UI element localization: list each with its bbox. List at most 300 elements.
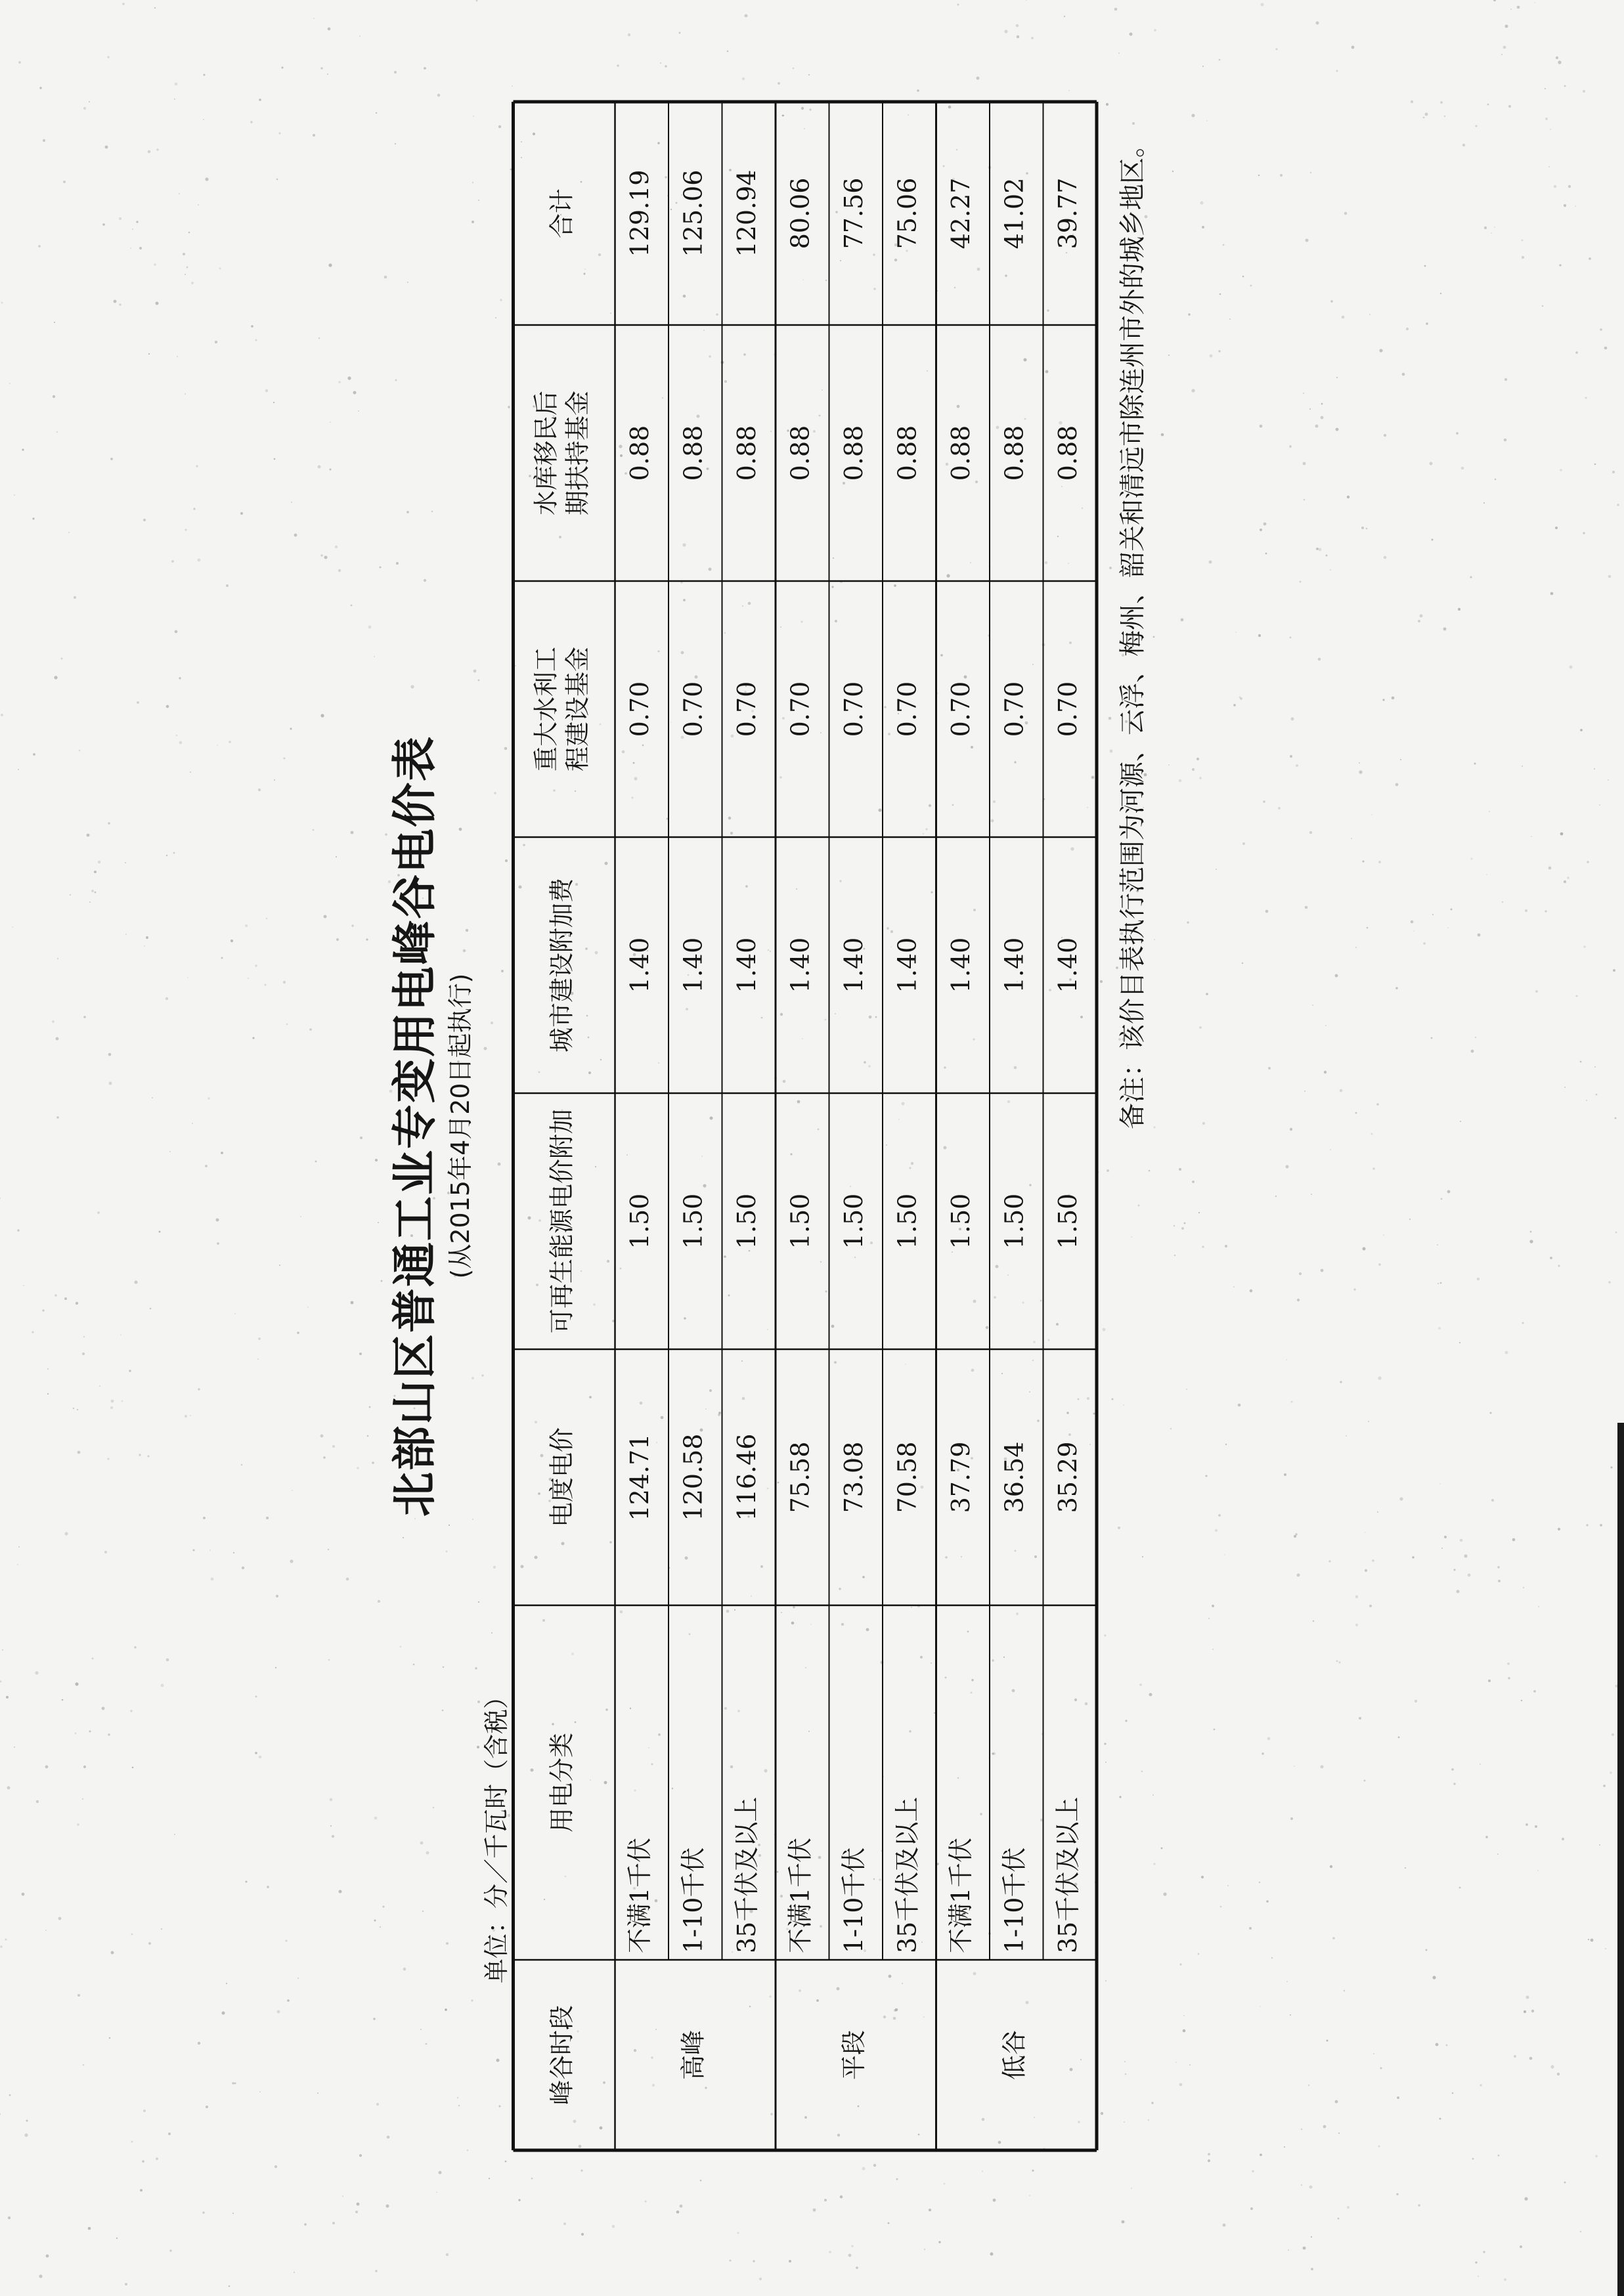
scan-speck (1179, 1168, 1181, 1171)
remark-note: 备注：该价目表执行范围为河源、云浮、梅州、韶关和清远市除连州市外的城乡地区。 (1118, 131, 1148, 1129)
scan-speck (190, 1415, 191, 1416)
scan-speck (1, 714, 3, 716)
scan-speck (1599, 1844, 1600, 1846)
scan-speck (1474, 763, 1476, 765)
scan-speck (1303, 393, 1304, 394)
scan-speck (1366, 528, 1368, 530)
scan-speck (2, 1649, 3, 1651)
scan-speck (17, 1564, 18, 1565)
scan-speck (105, 146, 108, 149)
scan-speck (1425, 113, 1428, 116)
scan-speck (1596, 1094, 1598, 1096)
scan-speck (179, 193, 180, 194)
scan-speck (1369, 314, 1371, 315)
scan-speck (1460, 1539, 1463, 1542)
scan-speck (1483, 502, 1485, 504)
scan-speck (9, 2094, 11, 2096)
scan-speck (1575, 351, 1577, 353)
scan-speck (1179, 1963, 1181, 1965)
scan-speck (700, 2180, 702, 2182)
scan-speck (1306, 239, 1309, 242)
scan-speck (1545, 910, 1547, 912)
scan-speck (1280, 174, 1283, 177)
scan-speck (1365, 1569, 1367, 1572)
scan-speck (1355, 1595, 1359, 1599)
scan-speck (1599, 804, 1600, 806)
scan-speck (1471, 858, 1473, 860)
scan-speck (1586, 1100, 1587, 1101)
price-cell: 75.58 (785, 1441, 815, 1513)
scan-speck (83, 107, 86, 110)
scan-speck (1501, 54, 1503, 55)
scan-speck (1560, 833, 1563, 835)
scan-speck (1196, 758, 1199, 760)
scan-speck (148, 150, 151, 154)
scan-speck (888, 2222, 890, 2224)
scan-speck (1297, 1574, 1300, 1577)
price-cell: 80.06 (785, 177, 815, 249)
scan-speck (563, 2222, 566, 2225)
price-cell: 0.70 (625, 681, 654, 737)
scan-speck (1192, 768, 1195, 771)
scan-speck (1488, 1679, 1491, 1682)
scan-speck (1426, 1949, 1428, 1951)
scan-speck (1451, 909, 1453, 911)
scan-speck (257, 1358, 259, 1360)
scan-speck (1351, 838, 1352, 839)
scan-speck (1321, 1269, 1324, 1272)
usage-category-cell: 1-10千伏 (839, 1847, 868, 1953)
scan-speck (290, 727, 292, 729)
scan-speck (1330, 569, 1331, 571)
scan-speck (1430, 462, 1433, 466)
scan-speck (76, 1302, 78, 1305)
scan-speck (1330, 300, 1332, 302)
scan-speck (1471, 1050, 1474, 1053)
price-cell: 125.06 (678, 169, 708, 257)
scan-speck (140, 2189, 143, 2192)
scan-speck (1604, 347, 1608, 350)
scan-speck (179, 677, 181, 679)
scan-speck (108, 1733, 110, 1735)
scan-speck (1550, 592, 1554, 596)
scan-speck (169, 2249, 172, 2252)
scan-speck (628, 33, 630, 36)
scan-speck (1344, 1990, 1346, 1992)
scan-speck (1297, 1299, 1300, 1301)
scan-speck (355, 2211, 358, 2213)
scan-speck (217, 745, 218, 746)
scan-speck (1284, 1473, 1286, 1476)
scan-speck (168, 2133, 171, 2135)
scan-speck (1218, 1514, 1221, 1517)
scan-speck (77, 1451, 81, 1454)
scan-speck (82, 1798, 83, 1800)
scan-speck (1462, 144, 1465, 146)
price-cell: 0.70 (839, 681, 868, 737)
scan-speck (1468, 1574, 1471, 1577)
scan-speck (1447, 1190, 1451, 1194)
scan-speck (1259, 1882, 1260, 1883)
scan-speck (1439, 2118, 1441, 2120)
scan-speck (8, 2217, 11, 2219)
scan-speck (1505, 1351, 1508, 1354)
scan-speck (36, 1800, 39, 1803)
scan-speck (286, 1024, 288, 1025)
scan-speck (1409, 1219, 1411, 1220)
scan-speck (1580, 2231, 1581, 2232)
scan-speck (1206, 120, 1208, 121)
scan-speck (1412, 1556, 1414, 1558)
scan-speck (1202, 226, 1204, 228)
scan-speck (173, 852, 175, 854)
scan-speck (259, 98, 261, 101)
scan-speck (52, 1020, 54, 1022)
scan-speck (1585, 397, 1587, 399)
scan-speck (226, 1983, 227, 1984)
table-frame (514, 102, 1097, 2150)
scan-speck (137, 701, 139, 704)
scan-speck (234, 2083, 236, 2085)
scan-speck (1271, 1957, 1273, 1959)
scan-speck (64, 1297, 67, 1300)
column-header-line: 重大水利工 (531, 646, 561, 772)
scan-speck (1384, 434, 1386, 437)
scan-speck (1472, 2158, 1474, 2160)
scan-speck (1432, 914, 1434, 915)
scan-speck (1576, 995, 1578, 997)
scan-speck (1437, 1283, 1439, 1284)
scan-speck (68, 532, 70, 533)
scan-speck (175, 630, 178, 634)
scan-speck (1290, 2014, 1291, 2016)
scan-speck (183, 253, 185, 255)
scan-speck (109, 2037, 110, 2039)
scan-speck (209, 1549, 211, 1551)
scan-speck (229, 2285, 230, 2287)
price-cell: 0.70 (946, 681, 975, 737)
scan-speck (1327, 2040, 1328, 2042)
scan-speck (120, 1334, 121, 1335)
scan-speck (1122, 2220, 1125, 2224)
scan-speck (121, 1400, 123, 1402)
scan-speck (1371, 1133, 1373, 1135)
scan-speck (1179, 2083, 1183, 2087)
price-cell: 1.50 (678, 1193, 708, 1249)
scan-speck (1476, 125, 1478, 127)
scan-speck (1378, 861, 1381, 863)
scan-speck (179, 741, 183, 745)
scan-speck (518, 2199, 520, 2201)
scan-speck (143, 519, 146, 521)
scan-speck (139, 1454, 141, 1456)
scan-speck (136, 221, 138, 223)
scan-speck (1311, 1194, 1312, 1195)
scan-speck (234, 1313, 236, 1314)
price-cell: 129.19 (625, 169, 654, 257)
scan-speck (1392, 697, 1395, 700)
scan-speck (232, 2213, 234, 2214)
scan-speck (193, 1549, 195, 1551)
scan-speck (1440, 1282, 1442, 1284)
scan-speck (1441, 1198, 1443, 1200)
scan-speck (1321, 416, 1324, 420)
scan-speck (1559, 264, 1562, 267)
scan-speck (1130, 33, 1133, 36)
scan-speck (1383, 1234, 1384, 1236)
scan-speck (1491, 1499, 1494, 1502)
scan-speck (1400, 759, 1401, 760)
scan-speck (1610, 1771, 1612, 1774)
scan-speck (1335, 974, 1338, 978)
price-cell: 35.29 (1053, 1441, 1082, 1513)
scan-speck (119, 217, 121, 220)
scan-speck (1475, 1037, 1476, 1038)
scan-speck (54, 322, 55, 323)
scan-speck (1460, 1121, 1461, 1122)
scan-speck (1199, 777, 1202, 779)
usage-category-cell: 35千伏及以上 (732, 1796, 761, 1953)
scan-speck (1312, 1005, 1313, 1006)
scan-speck (1372, 1167, 1375, 1170)
scan-speck (32, 517, 34, 519)
scan-speck (1406, 328, 1409, 330)
scan-speck (1267, 1737, 1271, 1741)
price-cell: 0.88 (999, 425, 1029, 481)
scan-speck (1179, 779, 1182, 783)
scan-speck (245, 924, 248, 927)
scan-speck (332, 2222, 335, 2224)
scan-speck (284, 758, 286, 760)
scan-speck (1378, 1376, 1381, 1379)
scan-speck (1459, 1887, 1461, 1889)
scan-speck (166, 1658, 169, 1662)
scan-speck (206, 2106, 208, 2108)
scan-speck (1249, 1927, 1252, 1930)
scan-speck (1233, 1286, 1235, 1288)
scan-speck (279, 1265, 280, 1266)
scan-speck (14, 1746, 15, 1748)
scan-speck (1504, 2278, 1506, 2281)
scan-speck (1212, 1649, 1214, 1650)
scan-speck (357, 2203, 360, 2206)
scan-speck (1265, 553, 1267, 555)
scan-speck (1335, 2100, 1338, 2104)
scan-speck (1365, 1532, 1366, 1533)
scan-speck (990, 2253, 994, 2256)
scan-speck (1064, 16, 1065, 17)
scan-speck (1175, 2062, 1177, 2063)
column-header: 合计 (547, 188, 577, 239)
scan-speck (156, 302, 159, 305)
scan-speck (1458, 608, 1460, 611)
scan-speck (1330, 1865, 1332, 1868)
scan-speck (1183, 2029, 1186, 2033)
scan-speck (154, 7, 156, 9)
scan-speck (1260, 529, 1262, 531)
scan-speck (1004, 30, 1007, 33)
price-cell: 0.88 (839, 425, 868, 481)
scan-speck (1202, 1245, 1204, 1247)
scan-speck (957, 4, 959, 6)
scan-speck (205, 177, 208, 181)
scan-speck (1309, 408, 1311, 410)
scan-speck (1538, 1606, 1539, 1607)
price-cell: 120.58 (678, 1433, 708, 1521)
scan-speck (824, 2199, 827, 2201)
scan-speck (1359, 770, 1362, 773)
scan-speck (255, 339, 257, 341)
scan-speck (1181, 1227, 1184, 1230)
scan-speck (156, 148, 159, 151)
scan-speck (56, 1037, 59, 1041)
scan-speck (131, 2141, 133, 2143)
scan-speck (111, 1400, 114, 1403)
scan-speck (1286, 1981, 1288, 1982)
scan-speck (1382, 699, 1384, 701)
scan-speck (5, 1939, 7, 1941)
scan-speck (1569, 665, 1572, 668)
scan-speck (929, 2209, 931, 2211)
scan-speck (88, 2227, 91, 2230)
scan-speck (111, 1951, 114, 1955)
scan-speck (56, 1116, 58, 1118)
scan-speck (1437, 1244, 1438, 1245)
scan-speck (1263, 800, 1265, 803)
scan-speck (1363, 1247, 1366, 1251)
scan-speck (727, 51, 729, 53)
scan-speck (208, 1097, 209, 1099)
scan-speck (1227, 1885, 1229, 1886)
scan-speck (1219, 59, 1221, 61)
scan-speck (146, 936, 148, 939)
scan-speck (32, 1331, 33, 1333)
scan-speck (1240, 697, 1242, 700)
scan-speck (1583, 90, 1585, 93)
scan-speck (55, 1294, 57, 1297)
scan-speck (1223, 244, 1225, 246)
scan-speck (1309, 2186, 1313, 2189)
scan-speck (1420, 615, 1423, 618)
scan-speck (24, 2133, 28, 2136)
scan-speck (1486, 874, 1487, 875)
scan-speck (1118, 53, 1120, 54)
scan-speck (1475, 2261, 1477, 2263)
scan-speck (131, 1934, 133, 1936)
usage-category-cell: 35千伏及以上 (1053, 1796, 1082, 1953)
column-header: 城市建设附加费 (547, 877, 577, 1053)
scan-speck (1311, 2268, 1313, 2270)
scan-speck (1377, 1511, 1378, 1513)
price-cell: 1.50 (839, 1193, 868, 1249)
usage-category-cell: 不满1千伏 (785, 1837, 815, 1953)
scan-speck (1493, 0, 1496, 1)
scan-speck (1359, 1717, 1361, 1720)
scan-speck (862, 2167, 866, 2171)
scan-speck (1423, 117, 1425, 119)
scan-speck (38, 245, 41, 248)
scan-speck (221, 1152, 223, 1154)
column-header: 用电分类 (547, 1732, 577, 1833)
scan-speck (1355, 947, 1357, 948)
scan-speck (259, 1756, 262, 1759)
scan-speck (1580, 729, 1583, 731)
scan-speck (1336, 377, 1338, 378)
scan-speck (1276, 49, 1278, 51)
scan-speck (1342, 316, 1345, 319)
scan-speck (1603, 1785, 1606, 1787)
scan-speck (255, 1752, 257, 1754)
scan-speck (216, 1219, 219, 1222)
scan-speck (1294, 1765, 1295, 1767)
scan-speck (61, 658, 63, 660)
scan-speck (1514, 2055, 1516, 2058)
scan-speck (1418, 620, 1420, 622)
scan-speck (1363, 861, 1365, 863)
scan-speck (1397, 2096, 1399, 2099)
scan-speck (896, 2178, 898, 2180)
scan-speck (1378, 2146, 1380, 2148)
scan-speck (1446, 2045, 1448, 2047)
scan-speck (1250, 2207, 1253, 2210)
scan-speck (1615, 1232, 1617, 1234)
scan-speck (1339, 1662, 1341, 1664)
column-header-line: 期扶持基金 (563, 390, 592, 516)
scan-speck (1537, 1870, 1539, 1871)
scan-speck (107, 56, 109, 58)
scan-speck (1336, 70, 1338, 72)
scan-speck (230, 940, 233, 942)
scan-speck (327, 74, 328, 75)
scan-speck (1291, 1401, 1293, 1403)
scan-speck (745, 14, 748, 18)
scan-speck (1289, 445, 1292, 448)
scan-speck (150, 1308, 152, 1310)
column-header-line: 程建设基金 (563, 646, 592, 772)
scan-speck (232, 2082, 234, 2084)
scan-speck (1411, 921, 1414, 924)
scan-speck (258, 789, 261, 791)
scan-speck (1533, 1690, 1536, 1693)
scan-speck (1545, 118, 1548, 120)
scan-speck (737, 2232, 739, 2234)
scan-speck (1208, 2153, 1210, 2155)
scan-speck (187, 977, 188, 978)
scan-speck (1347, 2206, 1350, 2209)
scan-speck (1413, 930, 1415, 932)
scan-speck (1225, 1245, 1227, 1247)
scan-speck (1439, 1483, 1441, 1484)
scan-speck (1202, 1122, 1205, 1125)
scan-speck (148, 1456, 150, 1458)
column-header: 电度电价 (547, 1427, 577, 1528)
unit-label: 单位：分／千瓦时（含税） (482, 1684, 511, 1984)
scan-speck (1154, 29, 1156, 32)
scan-speck (1296, 764, 1298, 767)
scan-speck (188, 232, 190, 234)
scan-speck (185, 274, 186, 275)
scan-speck (45, 1930, 47, 1931)
scan-speck (1613, 969, 1615, 972)
scan-speck (1525, 1823, 1528, 1826)
scan-speck (1114, 8, 1118, 11)
scan-speck (1198, 1953, 1200, 1955)
scan-speck (1586, 1524, 1588, 1526)
scan-speck (1395, 783, 1399, 787)
scan-speck (1263, 523, 1267, 526)
scan-speck (1216, 869, 1217, 870)
scan-speck (77, 1994, 80, 1997)
